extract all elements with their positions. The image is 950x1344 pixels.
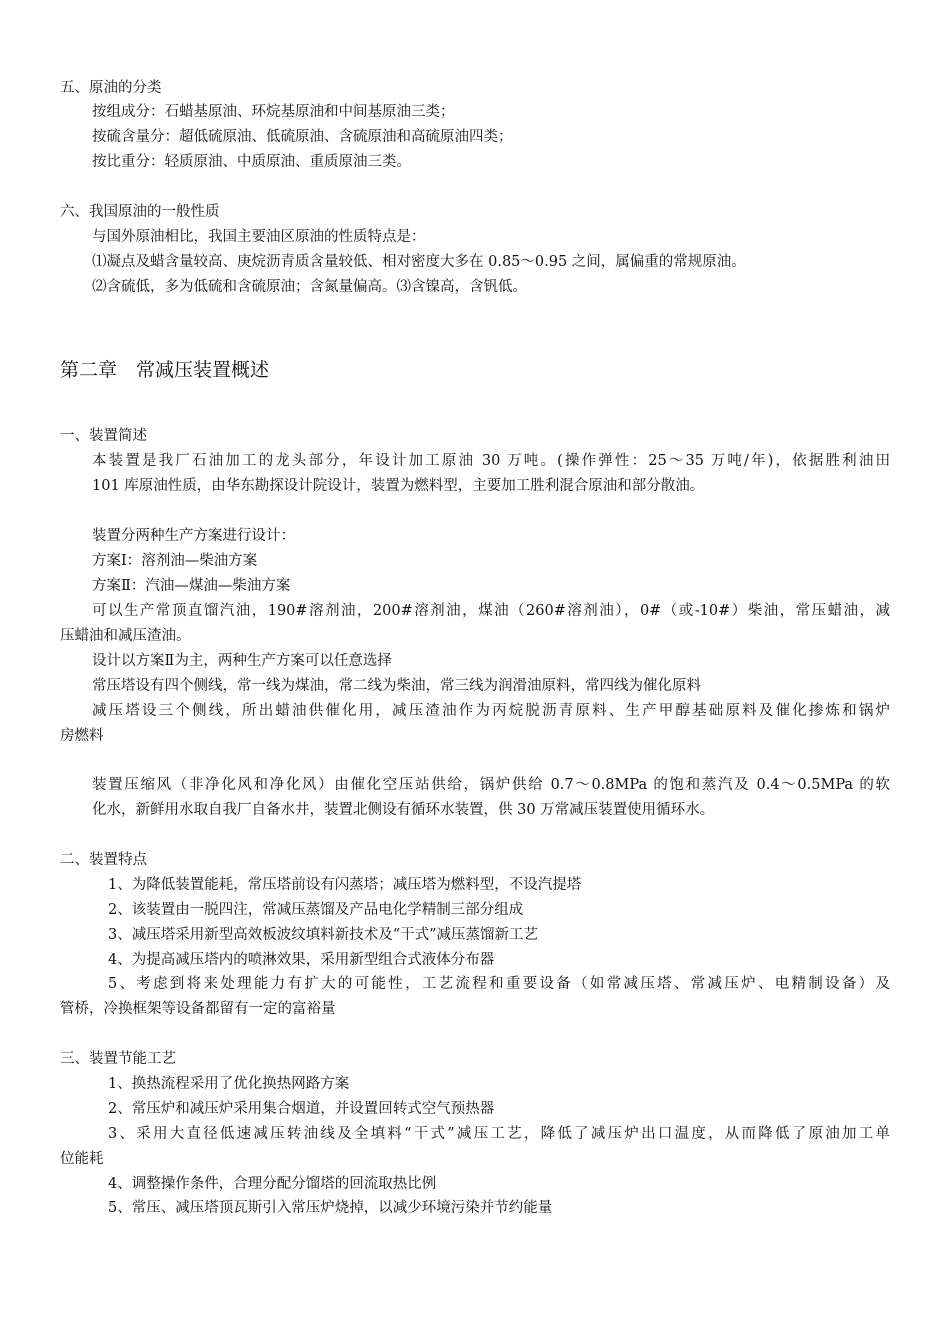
section-heading-domestic-crude: 六、我国原油的一般性质: [60, 204, 220, 220]
paragraph: 101 库原油性质，由华东勘探设计院设计，装置为燃料型，主要加工胜利混合原油和部分散油。: [92, 478, 705, 494]
paragraph: 房燃料: [60, 728, 104, 744]
list-item: 3、减压塔采用新型高效板波纹填料新技术及“干式”减压蒸馏新工艺: [108, 927, 539, 943]
chapter-title: 第二章 常减压装置概述: [60, 359, 270, 381]
paragraph: 减压塔设三个侧线，所出蜡油供催化用，减压渣油作为丙烷脱沥青原料、生产甲醇基础原料及催化掺炼和锅炉: [92, 703, 890, 719]
paragraph: 化水，新鲜用水取自我厂自备水井，装置北侧设有循环水装置，供 30 万常减压装置使用循环水。: [92, 802, 715, 818]
list-item: 2、该装置由一脱四注，常减压蒸馏及产品电化学精制三部分组成: [108, 902, 524, 918]
list-item: 3、采用大直径低速减压转油线及全填料“干式”减压工艺，降低了减压炉出口温度，从而降低了原油加工单: [108, 1126, 890, 1142]
paragraph: 常压塔设有四个侧线，常一线为煤油，常二线为柴油，常三线为润滑油原料，常四线为催化原料: [92, 678, 701, 694]
section-heading-crude-classification: 五、原油的分类: [60, 80, 162, 96]
list-item: 5、考虑到将来处理能力有扩大的可能性，工艺流程和重要设备（如常减压塔、常减压炉、电精制设备）及: [108, 976, 890, 992]
list-item-continuation: 管桥，冷换框架等设备都留有一定的富裕量: [60, 1001, 336, 1017]
list-item: 5、常压、减压塔顶瓦斯引入常压炉烧掉，以减少环境污染并节约能量: [108, 1200, 553, 1216]
list-item: 4、为提高减压塔内的喷淋效果，采用新型组合式液体分布器: [108, 952, 495, 968]
section-heading-features: 二、装置特点: [60, 852, 147, 868]
paragraph: 方案Ⅱ：汽油—煤油—柴油方案: [92, 578, 291, 594]
paragraph: 压蜡油和减压渣油。: [60, 628, 191, 644]
paragraph: 可以生产常顶直馏汽油，190#溶剂油，200#溶剂油，煤油（260#溶剂油），0#（或-10#）柴油，常压蜡油，减: [92, 603, 890, 619]
list-item: 2、常压炉和减压炉采用集合烟道，并设置回转式空气预热器: [108, 1101, 495, 1117]
paragraph: 装置分两种生产方案进行设计：: [92, 528, 295, 544]
paragraph: ⑵含硫低，多为低硫和含硫原油；含氮量偏高。⑶含镍高，含钒低。: [92, 279, 527, 295]
paragraph: 设计以方案Ⅱ为主，两种生产方案可以任意选择: [92, 653, 392, 669]
paragraph: ⑴凝点及蜡含量较高、庚烷沥青质含量较低、相对密度大多在 0.85～0.95 之间，属偏重的常规原油。: [92, 254, 746, 270]
paragraph: 按组成分：石蜡基原油、环烷基原油和中间基原油三类；: [92, 104, 455, 120]
section-heading-energy-saving: 三、装置节能工艺: [60, 1051, 176, 1067]
paragraph: 与国外原油相比，我国主要油区原油的性质特点是：: [92, 229, 426, 245]
list-item: 4、调整操作条件，合理分配分馏塔的回流取热比例: [108, 1176, 437, 1192]
paragraph: 装置压缩风（非净化风和净化风）由催化空压站供给，锅炉供给 0.7～0.8MPa 的饱和蒸汽及 0.4～0.5MPa 的软: [92, 777, 890, 793]
section-heading-overview: 一、装置简述: [60, 428, 147, 444]
paragraph: 方案Ⅰ：溶剂油—柴油方案: [92, 553, 258, 569]
paragraph: 按硫含量分：超低硫原油、低硫原油、含硫原油和高硫原油四类；: [92, 129, 513, 145]
list-item-continuation: 位能耗: [60, 1151, 104, 1167]
paragraph: 本装置是我厂石油加工的龙头部分，年设计加工原油 30 万吨。(操作弹性：25～35 万吨/年)，依据胜利油田: [92, 453, 890, 469]
list-item: 1、换热流程采用了优化换热网路方案: [108, 1076, 350, 1092]
paragraph: 按比重分：轻质原油、中质原油、重质原油三类。: [92, 154, 411, 170]
list-item: 1、为降低装置能耗，常压塔前设有闪蒸塔；减压塔为燃料型，不设汽提塔: [108, 877, 582, 893]
